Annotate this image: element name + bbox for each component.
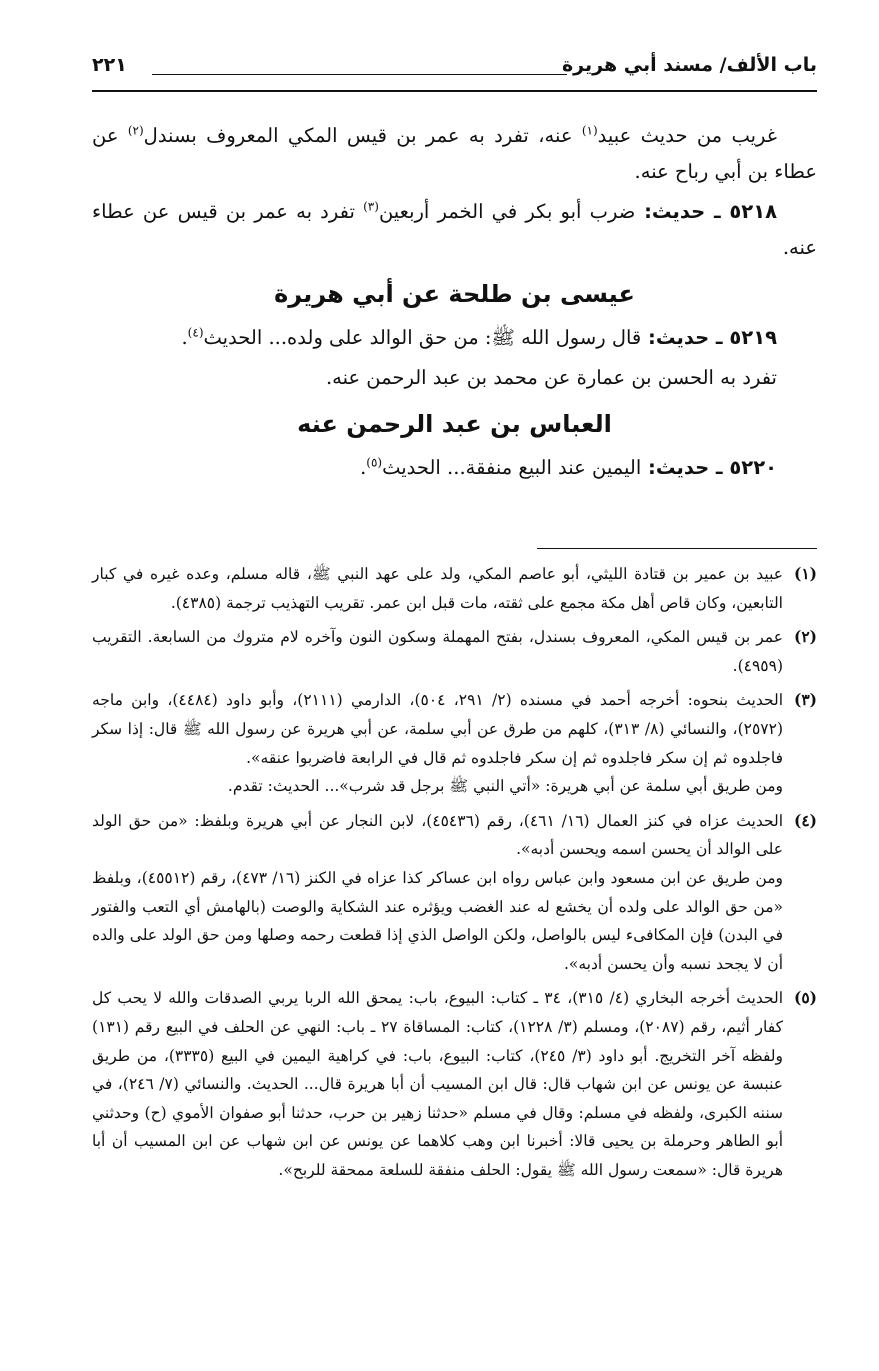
main-text	[92, 118, 817, 490]
footnote-number: (٣)	[793, 690, 817, 710]
footnote-number: (٤)	[793, 810, 817, 830]
page-header	[92, 36, 817, 92]
footnote-ref-1: (١)	[581, 123, 598, 138]
book-page	[92, 0, 817, 1371]
hadith-number: ٥٢١٩	[729, 326, 777, 349]
footnote-body	[92, 686, 783, 800]
hadith-5219	[92, 320, 817, 356]
text-segment: غريب من حديث عبيد	[597, 124, 778, 147]
footnote-item	[92, 686, 817, 800]
footnote-continuation: ومن طريق عن ابن مسعود وابن عباس رواه ابن عساكر كذا عزاه في الكنز (١٦/ ٤٧٣)، رقم (٤٥٥١٢)، وبلفظ «من حق الوالد على ولده أن يخشع له عند الغضب ويؤثره عند الشكاية والوصت (بالهامش أي التعب والفتور في البدن) فإن المكافىء ليس بالواصل، ولكن الواصل الذي إذا قطعت رحمه وصلها ومن حق الولد على والده أن لا يجحد نسبه وأن يحسن أدبه».	[92, 868, 783, 973]
footnote-ref-3: (٣)	[363, 199, 379, 214]
hadith-number: ٥٢٢٠	[729, 456, 777, 479]
section-heading-isa: عيسى بن طلحة عن أبي هريرة	[274, 280, 635, 308]
hadith-label: ـ حديث:	[641, 456, 730, 479]
paragraph-tafarrud: تفرد به الحسن بن عمارة عن محمد بن عبد الرحمن عنه.	[325, 366, 777, 389]
text-segment: .	[181, 326, 188, 349]
page-number: ٢٢١	[92, 54, 127, 76]
footnote-text: عبيد بن عمير بن قتادة الليثي، أبو عاصم المكي، ولد على عهد النبي ﷺ، قاله مسلم، وعده غيره في كبار التابعين، وكان قاص أهل مكة مجمع على ثقته، مات قبل ابن عمر. تقريب التهذيب ترجمة (٤٣٨٥).	[92, 565, 783, 612]
footnote-item	[92, 623, 817, 680]
footnote-text: عمر بن قيس المكي، المعروف بسندل، بفتح المهملة وسكون النون وآخره لام متروك من السابعة. التقريب (٤٩٥٩).	[92, 628, 783, 675]
text-segment: اليمين عند البيع منفقة... الحديث	[382, 456, 642, 479]
running-title: باب الألف/ مسند أبي هريرة	[561, 54, 817, 76]
footnote-number: (٥)	[793, 988, 817, 1008]
footnote-ref-4: (٤)	[187, 325, 204, 340]
text-segment: عنه، تفرد به عمر بن قيس المكي المعروف بسندل	[143, 124, 582, 147]
hadith-label: ـ حديث:	[635, 200, 730, 223]
footnote-separator	[537, 548, 817, 549]
text-segment: قال رسول الله ﷺ: من حق الوالد على ولده... الحديث	[203, 326, 642, 349]
header-rule	[152, 74, 567, 75]
footnote-text: الحديث عزاه في كنز العمال (١٦/ ٤٦١)، رقم (٤٥٤٣٦)، لابن النجار عن أبي هريرة وبلفظ: «من حق الولد على الوالد أن يحسن اسمه ويحسن أدبه».	[92, 811, 783, 859]
footnote-number: (٢)	[793, 627, 817, 647]
text-segment: تفرد به عمر بن قيس عن عطاء عنه.	[92, 200, 817, 259]
hadith-number: ٥٢١٨	[729, 200, 778, 223]
footnote-item	[92, 984, 817, 1184]
footnote-number: (١)	[793, 564, 817, 583]
footnote-item	[92, 560, 817, 617]
footnote-body	[92, 623, 783, 680]
footnote-body	[92, 807, 783, 979]
footnote-text: الحديث بنحوه: أخرجه أحمد في مسنده (٢/ ٢٩١، ٥٠٤)، الدارمي (٢١١١)، وأبو داود (٤٤٨٤)، وابن ماجه (٢٥٧٢)، والنسائي (٨/ ٣١٣)، كلهم من طرق عن أبي سلمة، عن أبي هريرة عن رسول الله ﷺ قال: إذا سكر فاجلدوه ثم إن سكر فاجلدوه ثم إن سكر فاجلدوه ثم قال في الرابعة فاضربوا عنقه».	[92, 691, 784, 767]
text-segment: .	[360, 456, 367, 479]
footnote-text: الحديث أخرجه البخاري (٤/ ٣١٥)، ٣٤ ـ كتاب: البيوع، باب: يمحق الله الربا يربي الصدقات والله لا يحب كل كفار أثيم، رقم (٢٠٨٧)، ومسلم (٣/ ١٢٢٨)، كتاب: المساقاة ٢٧ ـ باب: النهي عن الحلف في البيع رقم (١٣١) ولفظه آخر التخريج. أبو داود (٣/ ٢٤٥)، كتاب: البيوع، باب: في كراهية اليمين في البيع (٣٣٣٥)، من طريق عنبسة عن يونس عن ابن شهاب قال: قال ابن المسيب أن أبا هريرة قال... الحديث. والنسائي (٧/ ٢٤٦)، في سننه الكبرى، ولفظه في مسلم: وقال في مسلم «حدثنا زهير بن حرب، حدثنا أبو صفوان الأموي (ح) وحدثني أبو الطاهر وحرملة بن يحيى قالا: أخبرنا ابن وهب كلاهما عن يونس عن ابن شهاب عن ابن المسيب أن أبا هريرة قال: «سمعت رسول الله ﷺ يقول: الحلف منفقة للسلعة ممحقة للربح».	[92, 989, 784, 1179]
footnotes	[92, 560, 817, 1190]
footnote-body	[92, 984, 783, 1184]
paragraph-gharib	[92, 118, 817, 190]
section-heading-abbas: العباس بن عبد الرحمن عنه	[297, 410, 612, 438]
footnote-ref-2: (٢)	[127, 123, 144, 138]
footnote-item	[92, 807, 817, 979]
footnote-ref-5: (٥)	[366, 455, 383, 470]
text-segment: عن عطاء بن أبي رباح عنه.	[92, 124, 817, 183]
text-segment: ضرب أبو بكر في الخمر أربعين	[378, 200, 636, 223]
hadith-label: ـ حديث:	[641, 326, 730, 349]
footnote-body	[92, 560, 783, 617]
hadith-5218	[92, 194, 817, 266]
hadith-5220	[92, 450, 817, 486]
footnote-continuation: ومن طريق أبي سلمة عن أبي هريرة: «أتي النبي ﷺ برجل قد شرب»... الحديث: تقدم.	[227, 777, 783, 796]
